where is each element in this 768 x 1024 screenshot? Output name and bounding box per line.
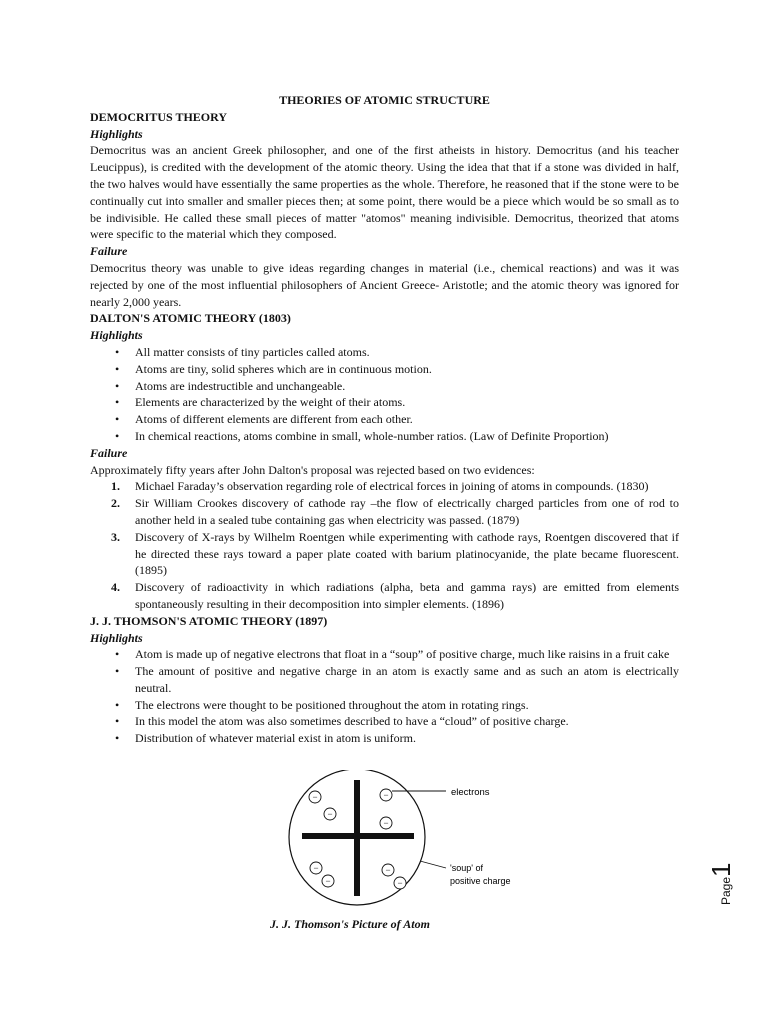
dalton-highlights-label: Highlights (90, 328, 143, 343)
electron (324, 808, 336, 820)
democritus-heading: DEMOCRITUS THEORY (90, 109, 228, 124)
list-item (90, 495, 679, 529)
svg-text:−: − (383, 818, 389, 828)
list-item: • Atoms are indestructible and unchangeable. (90, 378, 679, 395)
dalton-failure-label: Failure (90, 445, 128, 460)
democritus-highlights-text: Democritus was an ancient Greek philosopher, and one of the first atheists in history. Democritus (and his teacher Leucippus), is credited with the development of the atomic theory. Using the idea that that if a stone was divided in half, the two halves would have essentially the same properties as the whole. Therefore, he reasoned that if the stone were to be continually cut into smaller and smaller pieces then; at some point, there would be a piece which would be so small as to be indivisible. He called these small pieces of matter "atomos" meaning indivisible. Democritus, theorized that atoms were specific to the material which they composed. (90, 143, 679, 242)
list-item: • The amount of positive and negative charge in an atom is exactly same and as such an atom is electrically neutral. (90, 663, 679, 697)
democritus-failure-text: Democritus theory was unable to give ideas regarding changes in material (i.e., chemical reactions) and was it was rejected by one of the most influential philosophers of Ancient Greece- Aristotle; and the atomic theory was ignored for nearly 2,000 years. (90, 260, 679, 309)
page-label: Page (719, 876, 733, 905)
document-body (90, 92, 679, 747)
electron (380, 817, 392, 829)
list-number: 3. (111, 529, 120, 544)
svg-text:−: − (385, 865, 391, 875)
democritus-highlights-label: Highlights (90, 126, 143, 141)
thomson-highlights-list (90, 646, 679, 747)
page-title: THEORIES OF ATOMIC STRUCTURE (279, 93, 490, 107)
list-item: • Atom is made up of negative electrons that float in a “soup” of positive charge, much like raisins in a fruit cake (90, 646, 679, 663)
list-item: • Elements are characterized by the weight of their atoms. (90, 394, 679, 411)
svg-text:−: − (312, 792, 318, 802)
list-item (90, 478, 679, 495)
list-item: • All matter consists of tiny particles called atoms. (90, 344, 679, 361)
electron (394, 877, 406, 889)
list-item: • The electrons were thought to be positioned throughout the atom in rotating rings. (90, 697, 679, 714)
list-item (90, 579, 679, 613)
democritus-failure-label: Failure (90, 244, 128, 259)
list-number: 4. (111, 580, 120, 595)
svg-text:−: − (327, 809, 333, 819)
electron (380, 789, 392, 801)
dalton-failure-intro: Approximately fifty years after John Dalton's proposal was rejected based on two evidences: (90, 462, 535, 477)
electron (382, 864, 394, 876)
list-item: • In this model the atom was also sometimes described to have a “cloud” of positive charge. (90, 713, 679, 730)
list-item-text: Discovery of radioactivity in which radiations (alpha, beta and gamma rays) are emitted from elements spontaneously resulting in their decomposition into simpler elements. (1896) (135, 580, 679, 611)
soup-label-line1: 'soup' of (450, 863, 483, 873)
electron (322, 875, 334, 887)
list-item: • Distribution of whatever material exist in atom is uniform. (90, 730, 679, 747)
list-number: 1. (111, 479, 120, 494)
diagram-caption: J. J. Thomson's Picture of Atom (270, 917, 430, 931)
list-item: • Atoms are tiny, solid spheres which are in continuous motion. (90, 361, 679, 378)
dalton-heading: DALTON'S ATOMIC THEORY (1803) (90, 311, 291, 326)
list-item: • In chemical reactions, atoms combine in small, whole-number ratios. (Law of Definite Proportion) (90, 428, 679, 445)
thomson-heading: J. J. THOMSON'S ATOMIC THEORY (1897) (90, 613, 328, 628)
dalton-highlights-list (90, 344, 679, 445)
list-number: 2. (111, 496, 120, 511)
list-item-text: Sir William Crookes discovery of cathode ray –the flow of electrically charged particles from one of rod to another held in a sealed tube containing gas when electricity was passed. (1879) (135, 496, 679, 527)
svg-text:−: − (325, 876, 331, 886)
soup-pointer-line (420, 861, 446, 868)
svg-text:−: − (383, 790, 389, 800)
electron (310, 862, 322, 874)
cross-horizontal-bar (302, 833, 414, 839)
svg-text:−: − (313, 863, 319, 873)
list-item: • Atoms of different elements are different from each other. (90, 411, 679, 428)
dalton-failures-list (90, 478, 679, 612)
list-item-text: Discovery of X-rays by Wilhelm Roentgen while experimenting with cathode rays, Roentgen discovered that if he directed these rays toward a paper plate coated with barium platinocyanide, the plate became fluorescent. (1895) (135, 529, 679, 578)
svg-text:−: − (397, 878, 403, 888)
page-number (706, 862, 736, 906)
list-item-text: Michael Faraday’s observation regarding role of electrical forces in joining of atoms in compounds. (1830) (135, 479, 649, 494)
list-item (90, 529, 679, 579)
thomson-atom-diagram (270, 770, 530, 920)
electron (309, 791, 321, 803)
thomson-highlights-label: Highlights (90, 630, 143, 645)
soup-label-line2: positive charge (450, 876, 511, 886)
page-number-value: 1 (706, 862, 736, 877)
electrons-label: electrons (451, 787, 490, 798)
